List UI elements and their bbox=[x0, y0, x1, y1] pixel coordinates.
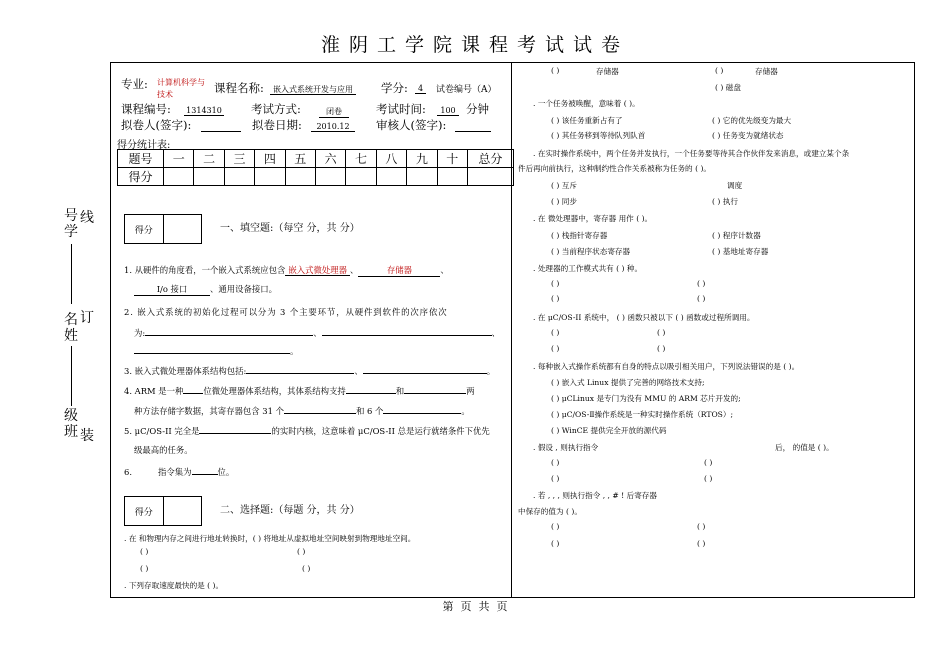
author-label: 拟卷人(签字): bbox=[121, 118, 192, 132]
reviewer-sign-field bbox=[455, 118, 491, 132]
choice-q4: . 在实时操作系统中，两个任务并发执行，一个任务要等待其合作伙伴发来消息，或建立某个条 bbox=[533, 149, 850, 158]
choice-option: ( ) 程序计数器 bbox=[712, 231, 761, 240]
side-banji: 级 班 bbox=[64, 408, 78, 440]
choice-option: ( ) bbox=[715, 66, 724, 75]
answer: 存储器 bbox=[358, 264, 440, 277]
score-box-label: 得分 bbox=[134, 507, 153, 518]
choice-option: ( ) bbox=[697, 522, 706, 531]
choice-option: ( ) bbox=[697, 279, 706, 288]
score-cell bbox=[255, 168, 285, 186]
choice-q2: . 下列存取速度最快的是 ( )。 bbox=[124, 581, 224, 590]
score-row-label: 得分 bbox=[118, 168, 164, 186]
fill-q6: 6. 指令集为 位。 bbox=[124, 467, 235, 477]
score-box-field bbox=[163, 215, 202, 243]
choice-option: ( ) bbox=[657, 344, 666, 353]
score-cell bbox=[315, 168, 345, 186]
choice-option: ( ) μC/OS-Ⅱ操作系统是一种实时操作系统（RTOS）; bbox=[551, 410, 734, 419]
side-ding: 订 bbox=[80, 310, 94, 326]
score-header-cell: 六 bbox=[315, 150, 345, 168]
choice-option: ( ) bbox=[551, 474, 560, 483]
choice-q7: . 在 μC/OS-II 系统中， ( ) 函数只被以下 ( ) 函数或过程所调用。 bbox=[533, 313, 755, 322]
choice-option: ( ) 它的优先级变为最大 bbox=[712, 116, 792, 125]
side-line bbox=[71, 346, 72, 406]
choice-q3: . 一个任务被唤醒，意味着 ( )。 bbox=[533, 99, 640, 108]
choice-option: ( ) 任务变为就绪状态 bbox=[712, 131, 784, 140]
score-header-cell: 八 bbox=[376, 150, 406, 168]
method-value: 闭卷 bbox=[319, 106, 349, 118]
side-xingming: 名 姓 bbox=[64, 312, 78, 344]
choice-option: ( ) bbox=[551, 539, 560, 548]
fill-q5-cont: 级最高的任务。 bbox=[134, 445, 193, 455]
score-caption: 得分统计表: bbox=[117, 140, 171, 151]
reviewer-label: 审核人(签字): bbox=[376, 118, 447, 132]
choice-q10-cont: 中保存的值为 ( )。 bbox=[518, 507, 582, 516]
choice-option: ( ) bbox=[704, 474, 713, 483]
score-header-cell: 一 bbox=[164, 150, 194, 168]
score-cell bbox=[285, 168, 315, 186]
score-header-cell: 总分 bbox=[467, 150, 513, 168]
choice-option: ( ) bbox=[551, 522, 560, 531]
course-value: 嵌入式系统开发与应用 bbox=[270, 85, 356, 95]
choice-option: ( ) bbox=[302, 564, 311, 573]
score-cell bbox=[376, 168, 406, 186]
choice-option: ( ) bbox=[551, 279, 560, 288]
score-header-cell: 题号 bbox=[118, 150, 164, 168]
paper-label: 试卷编号（A） bbox=[436, 85, 497, 95]
choice-q9: . 假设 , 则执行指令 bbox=[533, 443, 599, 452]
section2-score-box bbox=[124, 496, 202, 526]
choice-option: ( ) 其任务移到等待队列队首 bbox=[551, 131, 646, 140]
choice-option: ( ) bbox=[297, 547, 306, 556]
code-label: 课程编号: bbox=[121, 102, 171, 116]
choice-option: ( ) WinCE 提供完全开放的源代码 bbox=[551, 426, 667, 435]
answer: 嵌入式微处理器 bbox=[285, 265, 350, 276]
side-line bbox=[71, 244, 72, 304]
fill-q2-last: 。 bbox=[134, 344, 298, 357]
fill-q1: 1. 从硬件的角度看，一个嵌入式系统应包含 嵌入式微处理器 、 存储器 、 bbox=[124, 265, 449, 275]
section2-heading: 二、选择题:（每题 分，共 分） bbox=[220, 505, 360, 516]
side-xuehao: 号 学 bbox=[64, 208, 78, 240]
score-cell bbox=[437, 168, 467, 186]
column-divider bbox=[511, 62, 512, 598]
choice-q5: . 在 微处理器中，寄存器 用作 ( )。 bbox=[533, 214, 653, 223]
fill-q2: 2. 嵌入式系统的初始化过程可以分为 3 个主要环节，从硬件到软件的次序依次 bbox=[124, 307, 448, 317]
score-box-field bbox=[163, 497, 202, 525]
answer: I/o 接口 bbox=[134, 283, 210, 296]
score-cell bbox=[194, 168, 224, 186]
credit-value: 4 bbox=[415, 84, 426, 94]
choice-option-text: 存储器 bbox=[755, 67, 778, 76]
choice-option: ( ) bbox=[551, 458, 560, 467]
choice-option: ( ) bbox=[551, 344, 560, 353]
choice-q1: . 在 和物理内存之间进行地址转换时，( ) 将地址从虚拟地址空间映射到物理地址空间。 bbox=[124, 534, 416, 543]
score-header-cell: 五 bbox=[285, 150, 315, 168]
choice-option: ( ) bbox=[551, 294, 560, 303]
score-cell bbox=[164, 168, 194, 186]
course-label: 课程名称: bbox=[214, 81, 264, 95]
choice-q6: . 处理器的工作模式共有 ( ) 种。 bbox=[533, 264, 643, 273]
score-box-label: 得分 bbox=[134, 225, 153, 236]
code-value: 1314310 bbox=[184, 106, 224, 116]
choice-option: ( ) μCLinux 是专门为没有 MMU 的 ARM 芯片开发的; bbox=[551, 394, 741, 403]
side-xian: 线 bbox=[80, 210, 94, 226]
time-unit: 分钟 bbox=[466, 102, 489, 116]
score-cell bbox=[224, 168, 254, 186]
score-header-cell: 三 bbox=[224, 150, 254, 168]
fill-q5: 5. μC/OS-II 完全是 的实时内核，这意味着 μC/OS-II 总是运行就绪条件下优先 bbox=[124, 426, 490, 436]
choice-option-text: 存储器 bbox=[596, 67, 619, 76]
choice-option: ( ) 磁盘 bbox=[715, 83, 741, 92]
choice-option: ( ) 互斥 bbox=[551, 181, 577, 190]
fill-q2-blanks: 为: 、 、 bbox=[134, 328, 500, 338]
choice-option: ( ) 栈指针寄存器 bbox=[551, 231, 608, 240]
fill-q1-cont: I/o 接口 、通用设备接口。 bbox=[134, 283, 277, 296]
section1-heading: 一、填空题:（每空 分，共 分） bbox=[220, 223, 360, 234]
page-footer: 第 页 共 页 bbox=[442, 600, 508, 613]
date-label: 拟卷日期: bbox=[252, 118, 302, 132]
side-zhuang: 装 bbox=[80, 428, 94, 444]
major-label: 专业: bbox=[121, 77, 148, 91]
choice-q10: . 若 , , , 则执行指令 , , # ! 后寄存器 bbox=[533, 491, 657, 500]
method-label: 考试方式: bbox=[251, 102, 301, 116]
choice-option: ( ) bbox=[551, 328, 560, 337]
choice-option: ( ) 同步 bbox=[551, 197, 577, 206]
section1-score-box bbox=[124, 214, 202, 244]
choice-q9-cont: 后， 的值是 ( )。 bbox=[775, 443, 834, 452]
exam-title: 淮阴工学院课程考试试卷 bbox=[320, 34, 629, 56]
author-sign-field bbox=[201, 118, 241, 132]
choice-option: ( ) bbox=[551, 66, 560, 75]
choice-option: ( ) 基地址寄存器 bbox=[712, 247, 769, 256]
time-label: 考试时间: bbox=[376, 102, 426, 116]
score-header-cell: 七 bbox=[346, 150, 376, 168]
choice-option: ( ) bbox=[704, 458, 713, 467]
major-value: 计算机科学与技术 bbox=[157, 78, 205, 99]
score-cell bbox=[407, 168, 437, 186]
score-header-cell: 二 bbox=[194, 150, 224, 168]
fill-q3: 3. 嵌入式微处理器体系结构包括: 、 。 bbox=[124, 366, 496, 376]
choice-option: ( ) bbox=[140, 564, 149, 573]
choice-q4-cont: 件后再向前执行，这种制约性合作关系被称为任务的 ( )。 bbox=[518, 164, 711, 173]
fill-q4: 4. ARM 是一种 位微处理器体系结构，其体系结构支持 和 两 bbox=[124, 386, 475, 396]
credit-label: 学分: bbox=[381, 81, 408, 95]
choice-option: ( ) bbox=[697, 539, 706, 548]
choice-option: ( ) 该任务重新占有了 bbox=[551, 116, 623, 125]
score-table bbox=[117, 149, 514, 186]
choice-option: ( ) 当前程序状态寄存器 bbox=[551, 247, 631, 256]
choice-option: ( ) bbox=[697, 294, 706, 303]
fill-q4-cont: 种方法存储字数据，其寄存器包含 31 个 和 6 个 。 bbox=[134, 406, 470, 416]
date-value: 2010.12 bbox=[311, 122, 355, 132]
score-header-cell: 九 bbox=[407, 150, 437, 168]
score-cell bbox=[467, 168, 513, 186]
score-cell bbox=[346, 168, 376, 186]
score-header-cell: 四 bbox=[255, 150, 285, 168]
score-header-cell: 十 bbox=[437, 150, 467, 168]
choice-q8: . 每种嵌入式操作系统都有自身的特点以吸引相关用户，下列说法错误的是 ( )。 bbox=[533, 362, 800, 371]
choice-option: ( ) bbox=[657, 328, 666, 337]
choice-option: ( ) 嵌入式 Linux 提供了完善的网络技术支持; bbox=[551, 378, 705, 387]
time-value: 100 bbox=[437, 106, 459, 116]
choice-option: ( ) 执行 bbox=[712, 197, 738, 206]
choice-option: ( ) bbox=[140, 547, 149, 556]
choice-option: 调度 bbox=[727, 181, 743, 190]
